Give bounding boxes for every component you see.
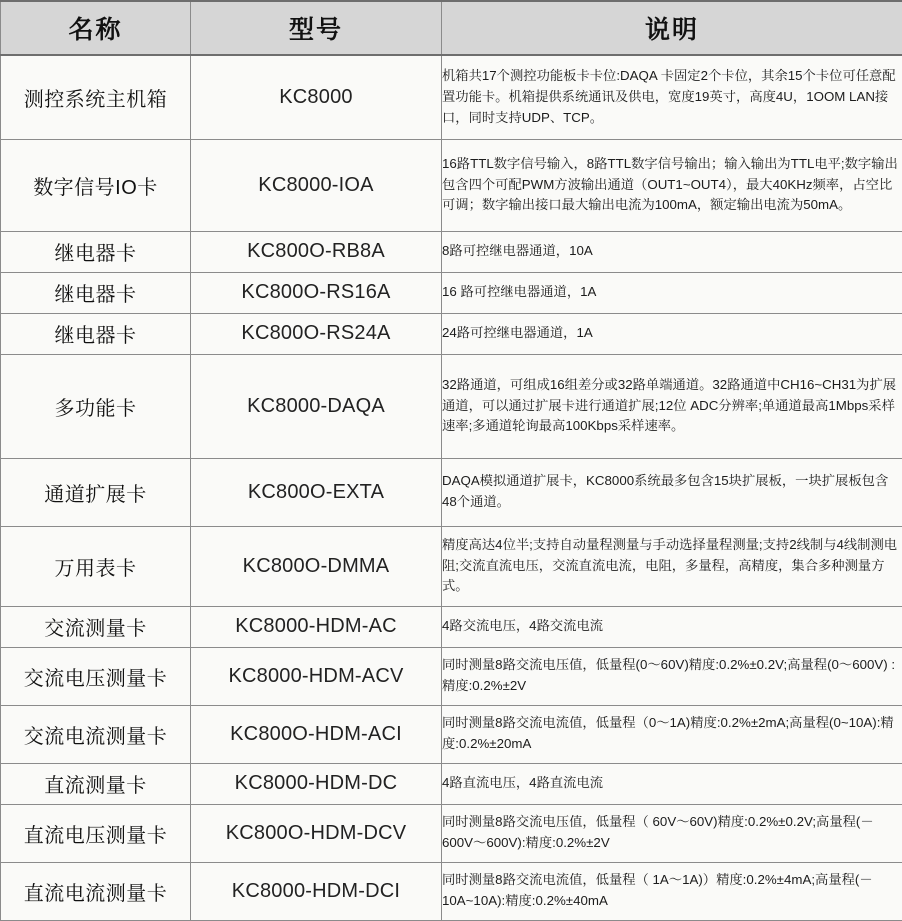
table-row xyxy=(1,458,902,526)
table-row xyxy=(1,526,902,606)
cell-model: KC800O-RS24A xyxy=(191,313,442,354)
cell-description: 24路可控继电器通道，1A xyxy=(442,313,902,354)
table-row xyxy=(1,272,902,313)
table-row xyxy=(1,804,902,862)
cell-name: 交流电压测量卡 xyxy=(1,647,191,705)
cell-description: DAQA模拟通道扩展卡，KC8000系统最多包含15块扩展板，一块扩展板包含48个通道。 xyxy=(442,458,902,526)
cell-name: 测控系统主机箱 xyxy=(1,55,191,139)
cell-model: KC8000-DAQA xyxy=(191,354,442,458)
table-row xyxy=(1,763,902,804)
cell-description: 4路直流电压，4路直流电流 xyxy=(442,763,902,804)
cell-model: KC800O-RB8A xyxy=(191,231,442,272)
cell-description: 16 路可控继电器通道，1A xyxy=(442,272,902,313)
cell-name: 直流测量卡 xyxy=(1,763,191,804)
column-header-name: 名称 xyxy=(1,1,191,55)
cell-model: KC8000 xyxy=(191,55,442,139)
table-row xyxy=(1,139,902,231)
table-body xyxy=(1,55,902,920)
cell-name: 直流电压测量卡 xyxy=(1,804,191,862)
cell-description: 32路通道，可组成16组差分或32路单端通道。32路通道中CH16~CH31为扩展通道，可以通过扩展卡进行通道扩展;12位 ADC分辨率;单通道最高1Mbps采样速率;多通道轮询最高100Kbps采样速率。 xyxy=(442,354,902,458)
cell-name: 继电器卡 xyxy=(1,231,191,272)
cell-name: 交流电流测量卡 xyxy=(1,705,191,763)
table-row xyxy=(1,313,902,354)
header-row xyxy=(1,1,902,55)
cell-name: 继电器卡 xyxy=(1,272,191,313)
cell-model: KC8000-HDM-ACV xyxy=(191,647,442,705)
cell-model: KC800O-HDM-DCV xyxy=(191,804,442,862)
cell-description: 16路TTL数字信号输入，8路TTL数字信号输出；输入输出为TTL电平;数字输出包含四个可配PWM方波输出通道（OUT1~OUT4），最大40KHz频率，占空比可调；数字输出接口最大输出电流为100mA，额定输出电流为50mA。 xyxy=(442,139,902,231)
cell-model: KC800O-RS16A xyxy=(191,272,442,313)
cell-name: 通道扩展卡 xyxy=(1,458,191,526)
cell-name: 直流电流测量卡 xyxy=(1,862,191,920)
cell-description: 精度高达4位半;支持自动量程测量与手动选择量程测量;支持2线制与4线制测电阻;交流直流电压，交流直流电流，电阻，多量程，高精度，集合多种测量方式。 xyxy=(442,526,902,606)
table-row xyxy=(1,55,902,139)
cell-description: 同时测量8路交流电流值，低量程（ 1A～1A)）精度:0.2%±4mA;高量程(－10A~10A):精度:0.2%±40mA xyxy=(442,862,902,920)
table-header xyxy=(1,1,902,55)
cell-model: KC800O-DMMA xyxy=(191,526,442,606)
table-row xyxy=(1,705,902,763)
cell-model: KC8000-HDM-DC xyxy=(191,763,442,804)
column-header-model: 型号 xyxy=(191,1,442,55)
cell-name: 交流测量卡 xyxy=(1,606,191,647)
cell-model: KC800O-EXTA xyxy=(191,458,442,526)
cell-model: KC8000-IOA xyxy=(191,139,442,231)
cell-description: 同时测量8路交流电压值，低量程(0～60V)精度:0.2%±0.2V;高量程(0～600V) :精度:0.2%±2V xyxy=(442,647,902,705)
cell-model: KC8000-HDM-DCI xyxy=(191,862,442,920)
table-row xyxy=(1,606,902,647)
table-row xyxy=(1,231,902,272)
cell-description: 8路可控继电器通道，10A xyxy=(442,231,902,272)
table-row xyxy=(1,354,902,458)
column-header-description: 说明 xyxy=(442,1,902,55)
cell-description: 同时测量8路交流电压值，低量程（ 60V～60V)精度:0.2%±0.2V;高量程(－600V～600V):精度:0.2%±2V xyxy=(442,804,902,862)
cell-description: 机箱共17个测控功能板卡卡位:DAQA 卡固定2个卡位，其余15个卡位可任意配置功能卡。机箱提供系统通讯及供电，宽度19英寸，高度4U，1OOM LAN接口，同时支持UDP、TCP。 xyxy=(442,55,902,139)
table-row xyxy=(1,647,902,705)
cell-name: 万用表卡 xyxy=(1,526,191,606)
cell-name: 继电器卡 xyxy=(1,313,191,354)
cell-name: 多功能卡 xyxy=(1,354,191,458)
cell-model: KC800O-HDM-ACI xyxy=(191,705,442,763)
cell-description: 4路交流电压，4路交流电流 xyxy=(442,606,902,647)
cell-description: 同时测量8路交流电流值，低量程（0～1A)精度:0.2%±2mA;高量程(0~10A):精度:0.2%±20mA xyxy=(442,705,902,763)
table-row xyxy=(1,862,902,920)
cell-model: KC8000-HDM-AC xyxy=(191,606,442,647)
cell-name: 数字信号IO卡 xyxy=(1,139,191,231)
